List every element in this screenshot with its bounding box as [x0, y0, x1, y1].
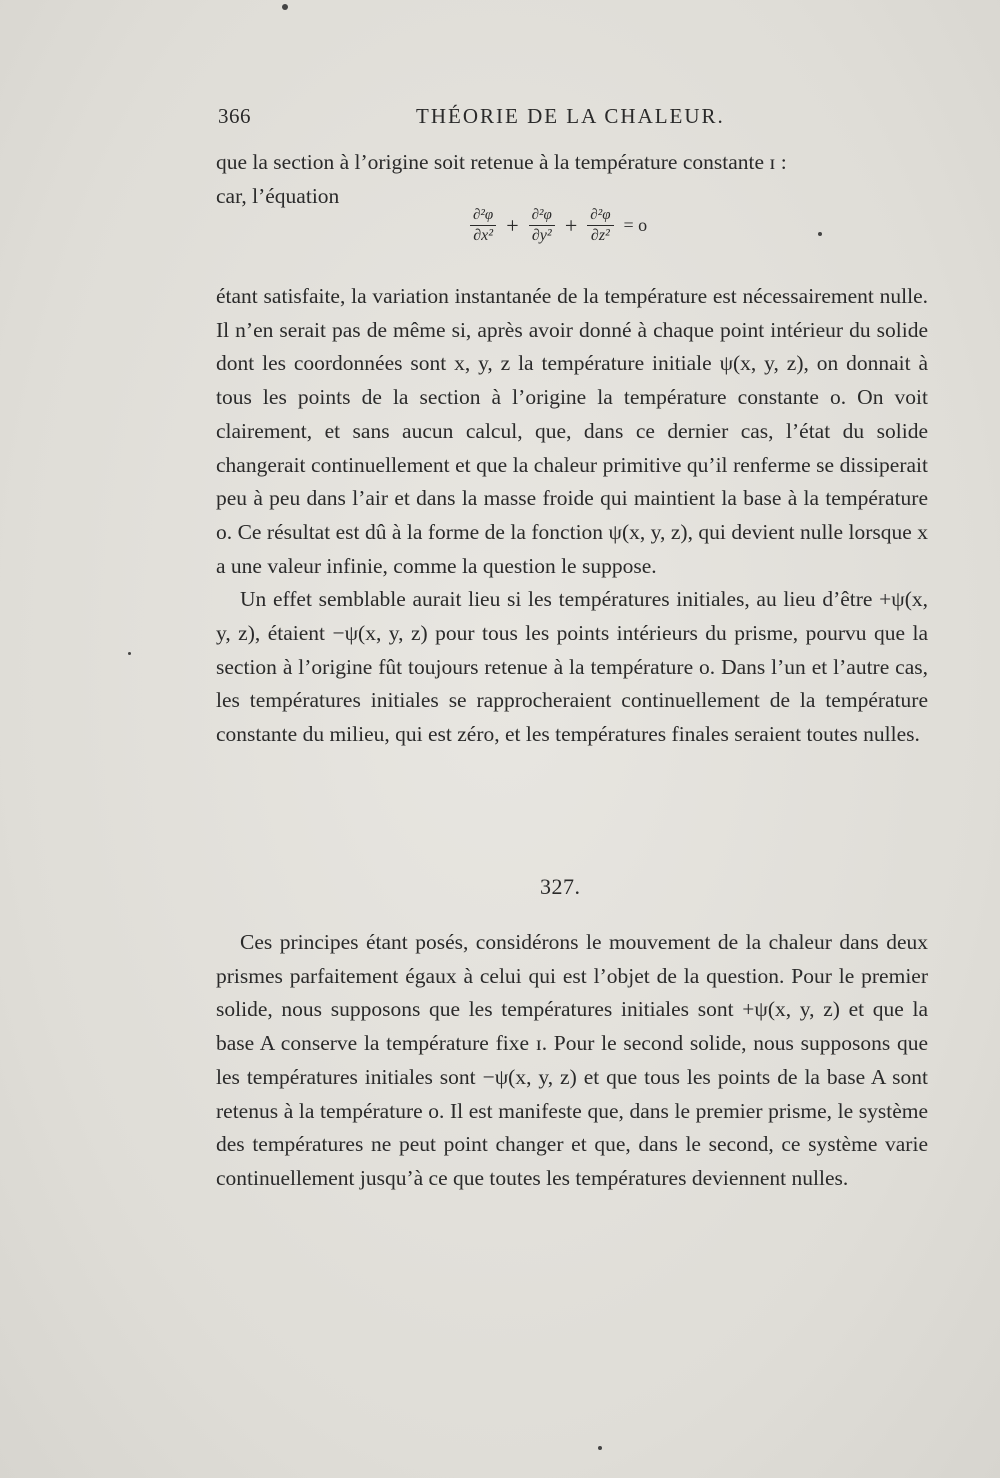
laplace-equation [468, 206, 651, 256]
page-number: 366 [218, 104, 251, 128]
paragraph: étant satisfaite, la variation instantanée de la température est nécessairement nulle. Il n’en serait pas de même si, après avoir donné à chaque point intérieur du solide dont les coordonnées sont x, y, z la température initiale ψ(x, y, z), on donnait à tous les points de la section à l’origine la température constante o. On voit clairement, et sans aucun calcul, que, dans ce dernier cas, l’état du solide changerait continuellement et que la chaleur primitive qu’il renferme se dissiperait peu à peu dans l’air et dans la masse froide qui maintient la base à la température o. Ce résultat est dû à la forme de la fonction ψ(x, y, z), qui devient nulle lorsque x a une valeur infinie, comme la question le suppose. [216, 284, 928, 578]
paper-speck [818, 232, 822, 236]
fraction-y-numerator: ∂²φ [529, 206, 555, 226]
main-text [216, 280, 928, 752]
opening-line-2: car, l’équation [216, 183, 340, 208]
fraction-z-denominator: ∂z² [590, 227, 610, 244]
equals-zero: = o [623, 215, 648, 235]
paper-speck [128, 652, 131, 655]
paper-speck [598, 1446, 602, 1450]
section-text [216, 926, 928, 1196]
paper-speck [282, 4, 288, 10]
fraction-y-denominator: ∂y² [531, 227, 552, 244]
fraction-x-denominator: ∂x² [473, 227, 494, 244]
paragraph: Ces principes étant posés, considérons le mouvement de la chaleur dans deux prismes parfaitement égaux à celui qui est l’objet de la question. Pour le premier solide, nous supposons que les températures initiales sont +ψ(x, y, z) et que la base A conserve la température fixe ɪ. Pour le second solide, nous supposons que les températures initiales sont −ψ(x, y, z) et que tous les points de la base A sont retenus à la température o. Il est manifeste que, dans le premier prisme, le système des températures ne peut point changer et que, dans le second, ce système varie continuellement jusqu’à ce que toutes les températures deviennent nulles. [216, 930, 928, 1190]
fraction-z [587, 206, 613, 245]
fraction-x-numerator: ∂²φ [470, 206, 496, 226]
plus-sign: + [506, 212, 519, 238]
fraction-x [470, 206, 496, 245]
plus-sign: + [564, 212, 578, 238]
opening-line-1: que la section à l’origine soit retenue à la température constante ɪ : [216, 150, 787, 174]
fraction-z-numerator: ∂²φ [587, 206, 613, 226]
paragraph: Un effet semblable aurait lieu si les températures initiales, au lieu d’être +ψ(x, y, z), étaient −ψ(x, y, z) pour tous les points intérieurs du prisme, pourvu que la section à l’origine fût toujours retenue à la température o. Dans l’un et l’autre cas, les températures initiales se rapprocheraient continuellement de la température constante du milieu, qui est zéro, et les températures finales seraient toutes nulles. [216, 587, 928, 747]
running-head: THÉORIE DE LA CHALEUR. [416, 104, 725, 128]
page-header [216, 104, 928, 134]
fraction-y [529, 206, 555, 245]
opening-lines [216, 146, 928, 213]
section-number: 327. [540, 874, 581, 899]
